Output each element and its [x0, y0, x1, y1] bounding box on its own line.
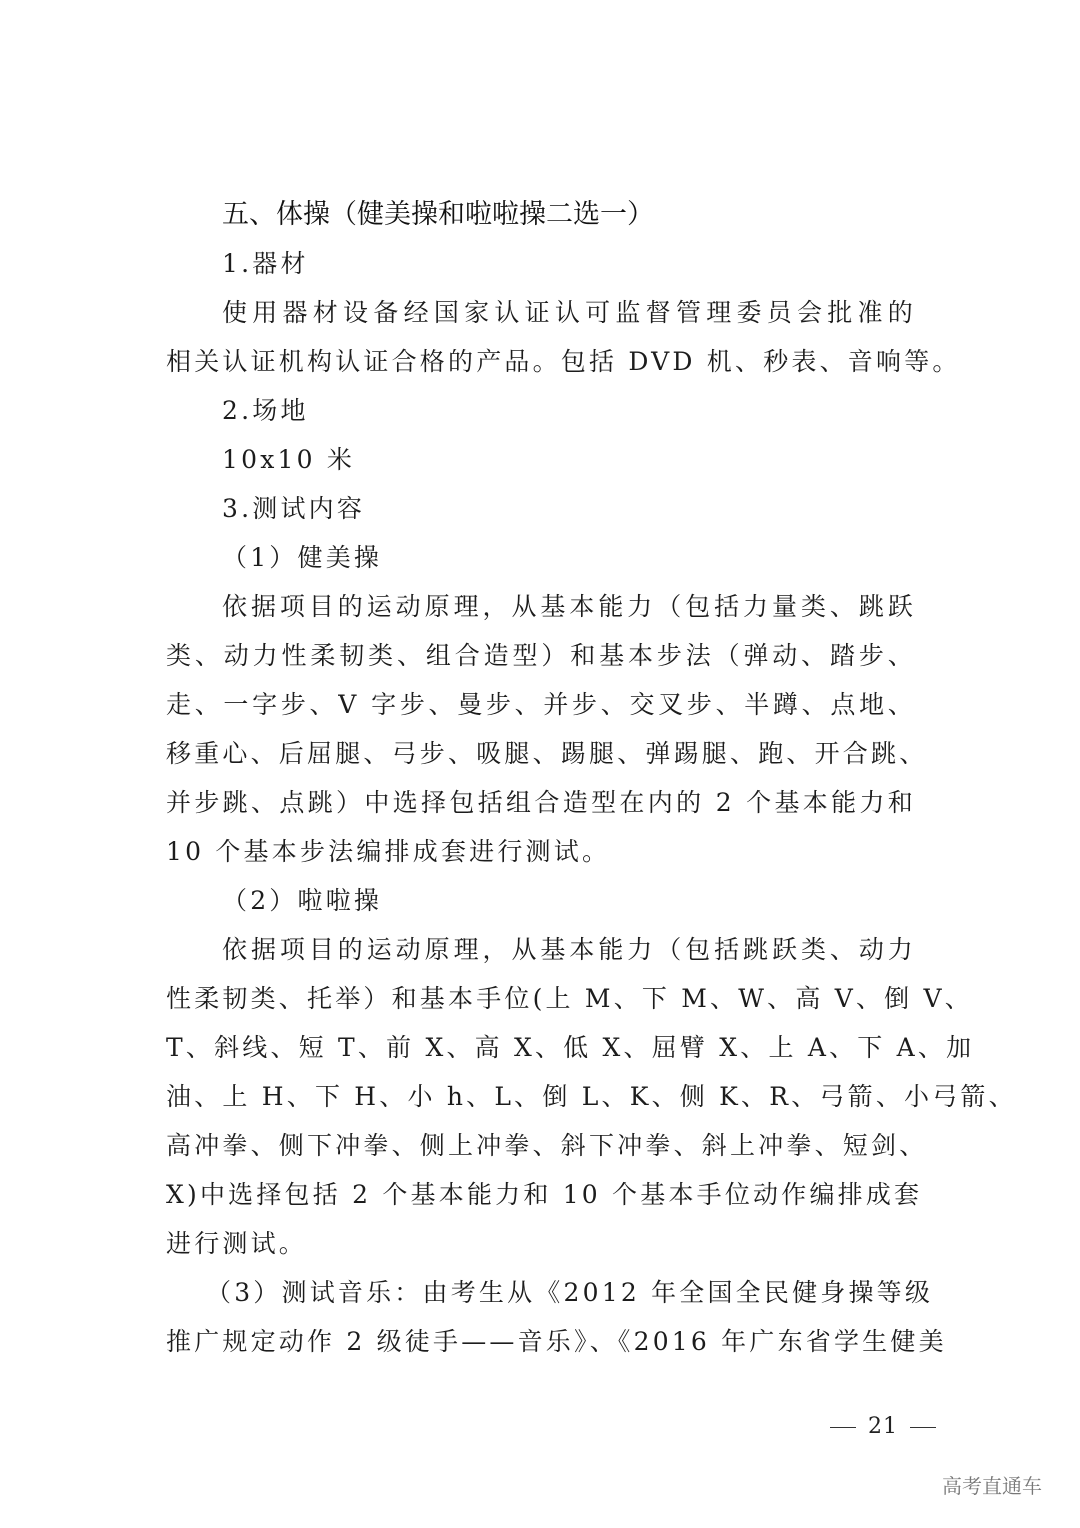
paragraph-test-music: [166, 1268, 947, 1366]
paragraph-line: 并步跳、点跳）中选择包括组合造型在内的 2 个基本能力和: [166, 788, 916, 817]
paragraph-line: 移重心、后屈腿、弓步、吸腿、踢腿、弹踢腿、跑、开合跳、: [166, 739, 928, 768]
paragraph-line: 依据项目的运动原理，从基本能力（包括跳跃类、动力: [222, 935, 916, 964]
page-number-value: 21: [868, 1414, 898, 1439]
paragraph-line: 类、动力性柔韧类、组合造型）和基本步法（弹动、踏步、: [166, 641, 916, 670]
paragraph-aerobics: [166, 582, 928, 876]
subheading-cheerleading: （2）啦啦操: [222, 886, 383, 915]
page-number: [818, 1414, 948, 1439]
subheading-equipment: 1.器材: [222, 249, 309, 278]
paragraph-line: X)中选择包括 2 个基本能力和 10 个基本手位动作编排成套: [166, 1180, 923, 1209]
paragraph-line: 性柔韧类、托举）和基本手位(上 M、下 M、W、高 V、倒 V、: [166, 984, 973, 1013]
dash-left: [830, 1427, 856, 1428]
paragraph-line: 油、上 H、下 H、小 h、L、倒 L、K、侧 K、R、弓箭、小弓箭、: [166, 1082, 1017, 1111]
paragraph-line: 推广规定动作 2 级徒手——音乐》、《2016 年广东省学生健美: [166, 1327, 947, 1356]
paragraph-line: 依据项目的运动原理，从基本能力（包括力量类、跳跃: [222, 592, 916, 621]
section-heading: 五、体操（健美操和啦啦操二选一）: [222, 199, 654, 230]
paragraph-line: 使用器材设备经国家认证认可监督管理委员会批准的: [222, 298, 916, 327]
dash-right: [910, 1427, 936, 1428]
paragraph-line: 10 个基本步法编排成套进行测试。: [166, 837, 611, 866]
page-content: [166, 190, 1017, 1366]
subheading-test-content: 3.测试内容: [222, 494, 366, 523]
paragraph-line: T、斜线、短 T、前 X、高 X、低 X、屈臂 X、上 A、下 A、加: [166, 1033, 975, 1062]
paragraph-cheerleading: [166, 925, 1017, 1268]
paragraph-venue: 10x10 米: [222, 445, 356, 474]
paragraph-line: （3）测试音乐：由考生从《2012 年全国全民健身操等级: [206, 1278, 934, 1307]
subheading-venue: 2.场地: [222, 396, 309, 425]
subheading-aerobics: （1）健美操: [222, 543, 383, 572]
watermark: 高考直通车: [942, 1474, 1042, 1498]
paragraph-line: 相关认证机构认证合格的产品。包括 DVD 机、秒表、音响等。: [166, 347, 961, 376]
paragraph-line: 走、一字步、V 字步、曼步、并步、交叉步、半蹲、点地、: [166, 690, 916, 719]
paragraph-line: 高冲拳、侧下冲拳、侧上冲拳、斜下冲拳、斜上冲拳、短剑、: [166, 1131, 928, 1160]
paragraph-line: 进行测试。: [166, 1229, 308, 1258]
paragraph-equipment: [166, 288, 961, 386]
